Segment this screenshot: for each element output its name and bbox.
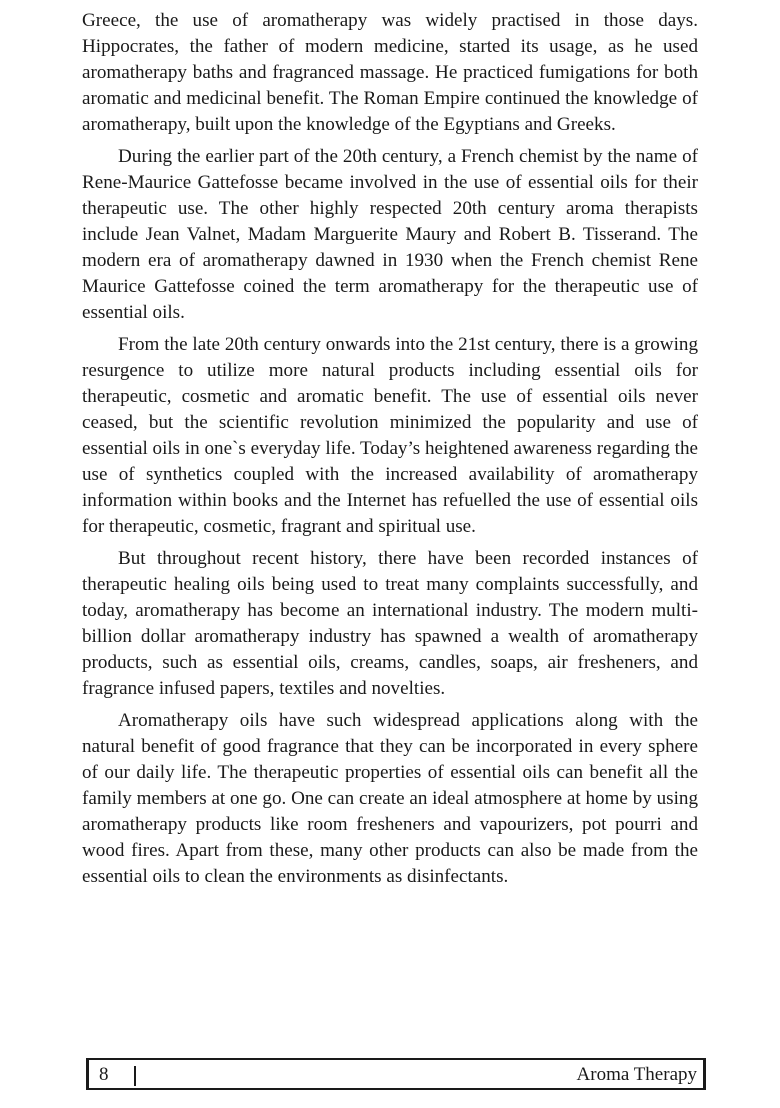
book-title: Aroma Therapy: [576, 1064, 697, 1085]
page-footer: [86, 1058, 706, 1090]
page-number: 8: [99, 1064, 109, 1085]
footer-divider: [134, 1066, 136, 1086]
paragraph-4: But throughout recent history, there have been recorded instances of therapeutic healing oils being used to treat many complaints successfully, and today, aromatherapy has become an international industry. The modern multi-billion dollar aromatherapy industry has spawned a wealth of aromatherapy products, such as essential oils, creams, candles, soaps, air fresheners, and fragrance infused papers, textiles and novelties.: [82, 548, 698, 699]
paragraph-1: Greece, the use of aromatherapy was widely practised in those days. Hippocrates, the father of modern medicine, started its usage, as he used aromatherapy baths and fragranced massage. He practiced fumigations for both aromatic and medicinal benefit. The Roman Empire continued the knowledge of aromatherapy, built upon the knowledge of the Egyptians and Greeks.: [82, 10, 698, 135]
page-body: [82, 8, 698, 896]
paragraph-3: From the late 20th century onwards into the 21st century, there is a growing resurgence to utilize more natural products including essential oils for therapeutic, cosmetic and aromatic benefit. The use of essential oils never ceased, but the scientific revolution minimized the popularity and use of essential oils in one`s everyday life. Today’s heightened awareness regarding the use of synthetics coupled with the increased availability of aromatherapy information within books and the Internet has refuelled the use of essential oils for therapeutic, cosmetic, fragrant and spiritual use.: [82, 334, 699, 537]
paragraph-5: Aromatherapy oils have such widespread applications along with the natural benefit of good fragrance that they can be incorporated in every sphere of our daily life. The therapeutic properties of essential oils can benefit all the family members at one go. One can create an ideal atmosphere at home by using aromatherapy products like room fresheners and vapourizers, pot pourri and wood fires. Apart from these, many other products can also be made from the essential oils to clean the environments as disinfectants.: [82, 710, 698, 887]
paragraph-2: During the earlier part of the 20th century, a French chemist by the name of Rene-Maurice Gattefosse became involved in the use of essential oils for their therapeutic use. The other highly respected 20th century aroma therapists include Jean Valnet, Madam Marguerite Maury and Robert B. Tisserand. The modern era of aromatherapy dawned in 1930 when the French chemist Rene Maurice Gattefosse coined the term aromatherapy for the therapeutic use of essential oils.: [82, 146, 698, 323]
